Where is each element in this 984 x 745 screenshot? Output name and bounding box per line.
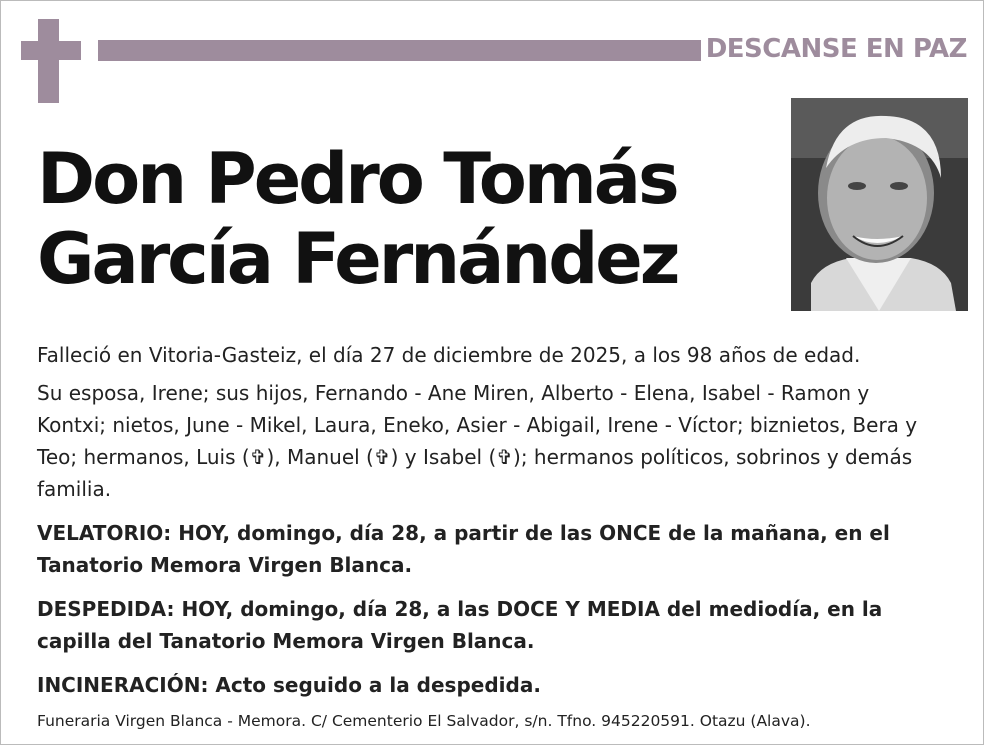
name-line-1: Don Pedro Tomás — [37, 138, 677, 220]
header-tag: DESCANSE EN PAZ — [705, 34, 967, 64]
incineracion-paragraph: INCINERACIÓN: Acto seguido a la despedida. — [37, 673, 541, 697]
cross-icon — [21, 19, 81, 103]
header-bar — [98, 40, 701, 61]
portrait-photo — [791, 98, 968, 311]
deceased-name — [37, 139, 678, 299]
velatorio-paragraph: VELATORIO: HOY, domingo, día 28, a partir de las ONCE de la mañana, en el Tanatorio Memora Virgen Blanca. — [37, 521, 890, 577]
funeral-home-footer: Funeraria Virgen Blanca - Memora. C/ Cementerio El Salvador, s/n. Tfno. 945220591. Otazu (Alava). — [37, 712, 811, 730]
name-line-2: García Fernández — [37, 218, 678, 300]
notice-body — [37, 339, 937, 713]
death-line: Falleció en Vitoria-Gasteiz, el día 27 de diciembre de 2025, a los 98 años de edad. — [37, 343, 861, 367]
family-paragraph: Su esposa, Irene; sus hijos, Fernando - Ane Miren, Alberto - Elena, Isabel - Ramon y Kontxi; nietos, June - Mikel, Laura, Eneko, Asier - Abigail, Irene - Víctor; biznietos, Bera y Teo; hermanos, Luis (✞), Manuel (✞) y Isabel (✞); hermanos políticos, sobrinos y demás familia. — [37, 381, 918, 501]
despedida-paragraph: DESPEDIDA: HOY, domingo, día 28, a las DOCE Y MEDIA del mediodía, en la capilla del Tanatorio Memora Virgen Blanca. — [37, 597, 883, 653]
